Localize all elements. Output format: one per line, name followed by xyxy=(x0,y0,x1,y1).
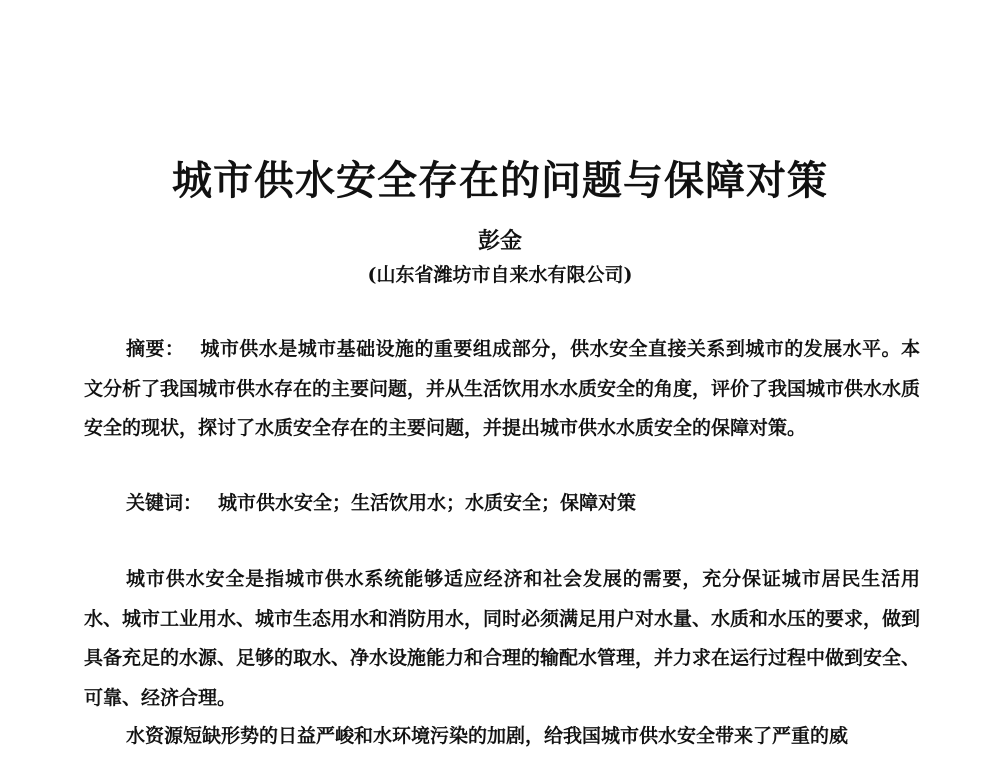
author-name: 彭金 xyxy=(477,228,522,254)
abstract-text: 城市供水是城市基础设施的重要组成部分，供水安全直接关系到城市的发展水平。本文分析了我国城市供水存在的主要问题，并从生活饮用水水质安全的角度，评价了我国城市供水水质安全的现状，探讨了水质安全存在的主要问题，并提出城市供水水质安全的保障对策。 xyxy=(84,338,921,439)
paper-title: 城市供水安全存在的问题与保障对策 xyxy=(172,157,828,204)
keywords-paragraph xyxy=(84,484,920,524)
abstract-label: 摘要： xyxy=(126,338,185,360)
keywords-label: 关键词： xyxy=(126,492,203,514)
body-paragraph-1: 城市供水安全是指城市供水系统能够适应经济和社会发展的需要，充分保证城市居民生活用水、城市工业用水、城市生态用水和消防用水，同时必须满足用户对水量、水质和水压的要求，做到具备充足的水源、足够的取水、净水设施能力和合理的输配水管理，并力求在运行过程中做到安全、可靠、经济合理。 xyxy=(84,568,921,709)
body-paragraph-2: 水资源短缺形势的日益严峻和水环境污染的加剧，给我国城市供水安全带来了严重的威 xyxy=(126,725,849,747)
author-affiliation: (山东省潍坊市自来水有限公司) xyxy=(367,264,633,286)
abstract-paragraph xyxy=(84,330,920,449)
keywords-text: 城市供水安全；生活饮用水；水质安全；保障对策 xyxy=(218,492,637,514)
